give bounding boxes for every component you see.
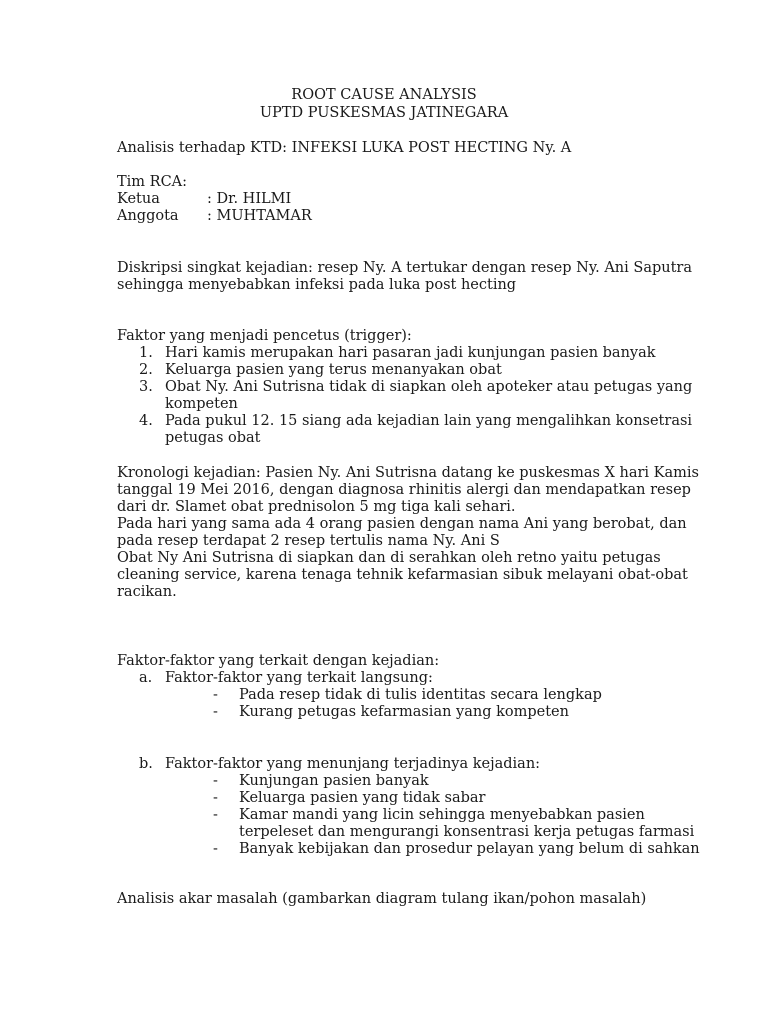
chronology-line: racikan. [117,584,177,600]
anggota-label: Anggota [117,208,179,224]
list-item-continuation: terpeleset dan mengurangi konsentrasi kerja petugas farmasi [239,824,695,840]
root-cause-heading: Analisis akar masalah (gambarkan diagram tulang ikan/pohon masalah) [117,891,647,907]
dash-bullet: - [213,704,218,720]
factors-heading: Faktor-faktor yang terkait dengan kejadian: [117,653,440,669]
chronology-line: dari dr. Slamet obat prednisolon 5 mg tiga kali sehari. [117,499,516,515]
list-item: Keluarga pasien yang terus menanyakan obat [165,362,502,378]
doc-title: ROOT CAUSE ANALYSIS [291,87,477,103]
chronology-line: Pada hari yang sama ada 4 orang pasien dengan nama Ani yang berobat, dan [117,516,687,532]
chronology-line: pada resep terdapat 2 resep tertulis nama Ny. Ani S [117,533,500,549]
chronology-line: Obat Ny Ani Sutrisna di siapkan dan di serahkan oleh retno yaitu petugas [117,550,661,566]
sublist-label: b. [139,756,153,772]
chronology-paragraph [117,465,699,601]
ketua-label: Ketua [117,191,160,207]
list-item: Banyak kebijakan dan prosedur pelayan yang belum di sahkan [239,841,700,857]
list-item: Pada resep tidak di tulis identitas secara lengkap [239,687,602,703]
chronology-line: cleaning service, karena tenaga tehnik kefarmasian sibuk melayani obat-obat [117,567,688,583]
trigger-heading: Faktor yang menjadi pencetus (trigger): [117,328,412,344]
list-item-number: 3. [139,379,153,395]
list-item: Kunjungan pasien banyak [239,773,429,789]
description-paragraph [117,260,692,294]
list-item: Keluarga pasien yang tidak sabar [239,790,486,806]
sublist-label: a. [139,670,153,686]
doc-subtitle: UPTD PUSKESMAS JATINEGARA [259,105,509,121]
sublist-title: Faktor-faktor yang menunjang terjadinya kejadian: [165,756,541,772]
team-heading: Tim RCA: [117,174,188,190]
list-item: Obat Ny. Ani Sutrisna tidak di siapkan oleh apoteker atau petugas yang [165,379,693,395]
ktd-analysis: Analisis terhadap KTD: INFEKSI LUKA POST HECTING Ny. A [117,140,572,156]
chronology-line: tanggal 19 Mei 2016, dengan diagnosa rhinitis alergi dan mendapatkan resep [117,482,691,498]
list-item-number: 4. [139,413,153,429]
list-item-continuation: kompeten [165,396,238,412]
dash-bullet: - [213,841,218,857]
ketua-value: : Dr. HILMI [207,191,292,207]
dash-bullet: - [213,687,218,703]
chronology-line: Kronologi kejadian: Pasien Ny. Ani Sutrisna datang ke puskesmas X hari Kamis [117,465,699,481]
dash-bullet: - [213,773,218,789]
list-item-number: 1. [139,345,153,361]
list-item: Kamar mandi yang licin sehingga menyebabkan pasien [239,807,645,823]
list-item: Hari kamis merupakan hari pasaran jadi kunjungan pasien banyak [165,345,656,361]
anggota-value: : MUHTAMAR [207,208,312,224]
description-line: Diskripsi singkat kejadian: resep Ny. A tertukar dengan resep Ny. Ani Saputra [117,260,692,276]
sublist-title: Faktor-faktor yang terkait langsung: [165,670,433,686]
dash-bullet: - [213,807,218,823]
list-item: Pada pukul 12. 15 siang ada kejadian lain yang mengalihkan konsetrasi [165,413,693,429]
list-item-continuation: petugas obat [165,430,261,446]
dash-bullet: - [213,790,218,806]
list-item: Kurang petugas kefarmasian yang kompeten [239,704,569,720]
description-line: sehingga menyebabkan infeksi pada luka post hecting [117,277,517,293]
list-item-number: 2. [139,362,153,378]
